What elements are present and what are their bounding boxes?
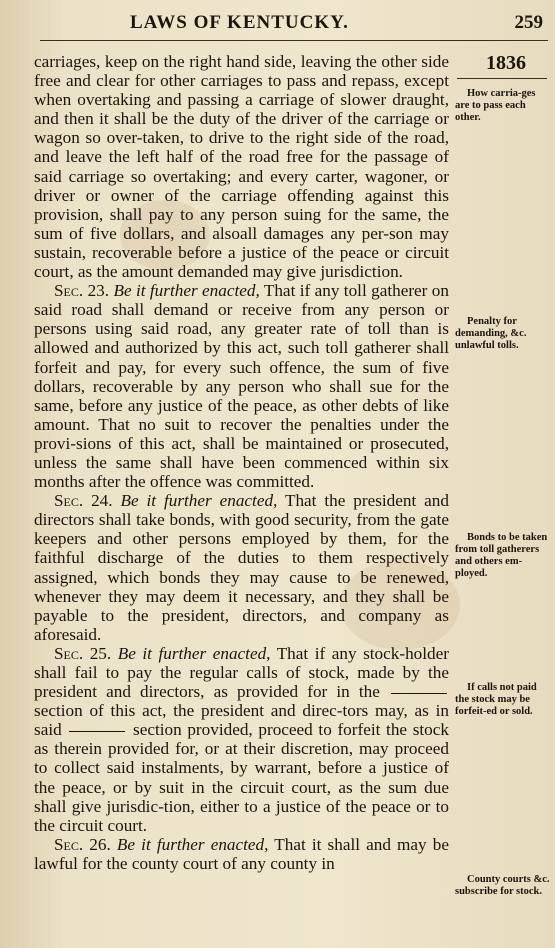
section-26 (34, 835, 449, 873)
paragraph-continued: carriages, keep on the right hand side, leaving the other side free and clear for other carriages to pass and repass, except when overtaking and passing a carriage of slower draught, and then it shall be the duty of the driver of the carriage or wagon so over-taken, to drive to the right side of the road, and leave the left half of the road free for the passage of said carriage so overtaking; and every carter, wagoner, or driver or owner of the carriage offending against this provision, shall pay to any person suing for the same, the sum of five dollars, and alsoall damages any per-son may sustain, recoverable before a justice of the peace or circuit court, as the amount demanded may give jurisdiction. (34, 52, 449, 282)
margin-note: Penalty for demanding, &c. unlawful tolls. (455, 316, 527, 351)
year-rule (457, 78, 547, 79)
running-head: LAWS OF KENTUCKY. (130, 12, 349, 33)
page-header (40, 8, 547, 36)
blank-line (69, 731, 125, 732)
section-text: That if any toll gatherer on said road shall demand or receive from any person or persons using said road, any greater rate of toll than is allowed and authorized by this act, such toll gatherer shall forfeit and pay, for every such offence, the sum of five dollars, recoverable by any person who shall sue for the same, before any justice of the peace, as other debts of like amount. That no suit to recover the penalties under the provi-sions of this act, shall be maintained or prosecuted, unless the same shall have been commenced within six months after the offence was committed. (34, 281, 449, 492)
section-23 (34, 281, 449, 491)
margin-notes (455, 52, 551, 897)
main-text (34, 52, 449, 873)
page-number: 259 (514, 12, 543, 33)
year-label: 1836 (486, 52, 526, 74)
section-text: section of this act, the president and direc-tors may, as in said (34, 701, 449, 740)
header-rule (40, 40, 548, 41)
section-label: Sec. 24. (54, 491, 113, 511)
margin-note: County courts &c. subscribe for stock. (455, 874, 550, 897)
margin-note: How carria-ges are to pass each other. (455, 88, 536, 123)
section-label: Sec. 23. (54, 281, 110, 301)
section-label: Sec. 25. (54, 643, 112, 663)
section-label: Sec. 26. (54, 834, 111, 854)
section-text: section provided, proceed to forfeit the stock as therein provided for, or at their discretion, may proceed to collect said instalments, by warrant, before a justice of the peace, or by suit in the circuit court, as the sum due shall give jurisdic-tion, either to a justice of the peace or to the circuit court. (34, 720, 449, 835)
enacting-clause: Be it further enacted, (117, 643, 271, 663)
section-text: That the president and directors shall take bonds, with good security, from the gate keepers and other persons employed by them, for the faithful discharge of the duties to them respectively assigned, which bonds they may cause to be renewed, whenever they may deem it necessary, and they shall be payable to the president, directors, and company as aforesaid. (34, 491, 449, 644)
blank-line (391, 693, 447, 694)
enacting-clause: Be it further enacted, (120, 491, 278, 511)
section-text: That if any stock-holder shall fail to pay the regular calls of stock, made by the president and directors, as provided for in the (34, 643, 449, 702)
enacting-clause: Be it further enacted, (116, 834, 269, 854)
section-24 (34, 491, 449, 644)
section-text: That it shall and may be lawful for the county court of any county in (34, 834, 449, 873)
margin-note: Bonds to be taken from toll gatherers and others em-ployed. (455, 532, 548, 579)
enacting-clause: Be it further enacted, (113, 281, 260, 301)
section-25 (34, 644, 449, 835)
margin-note: If calls not paid the stock may be forfeit-ed or sold. (455, 682, 537, 717)
